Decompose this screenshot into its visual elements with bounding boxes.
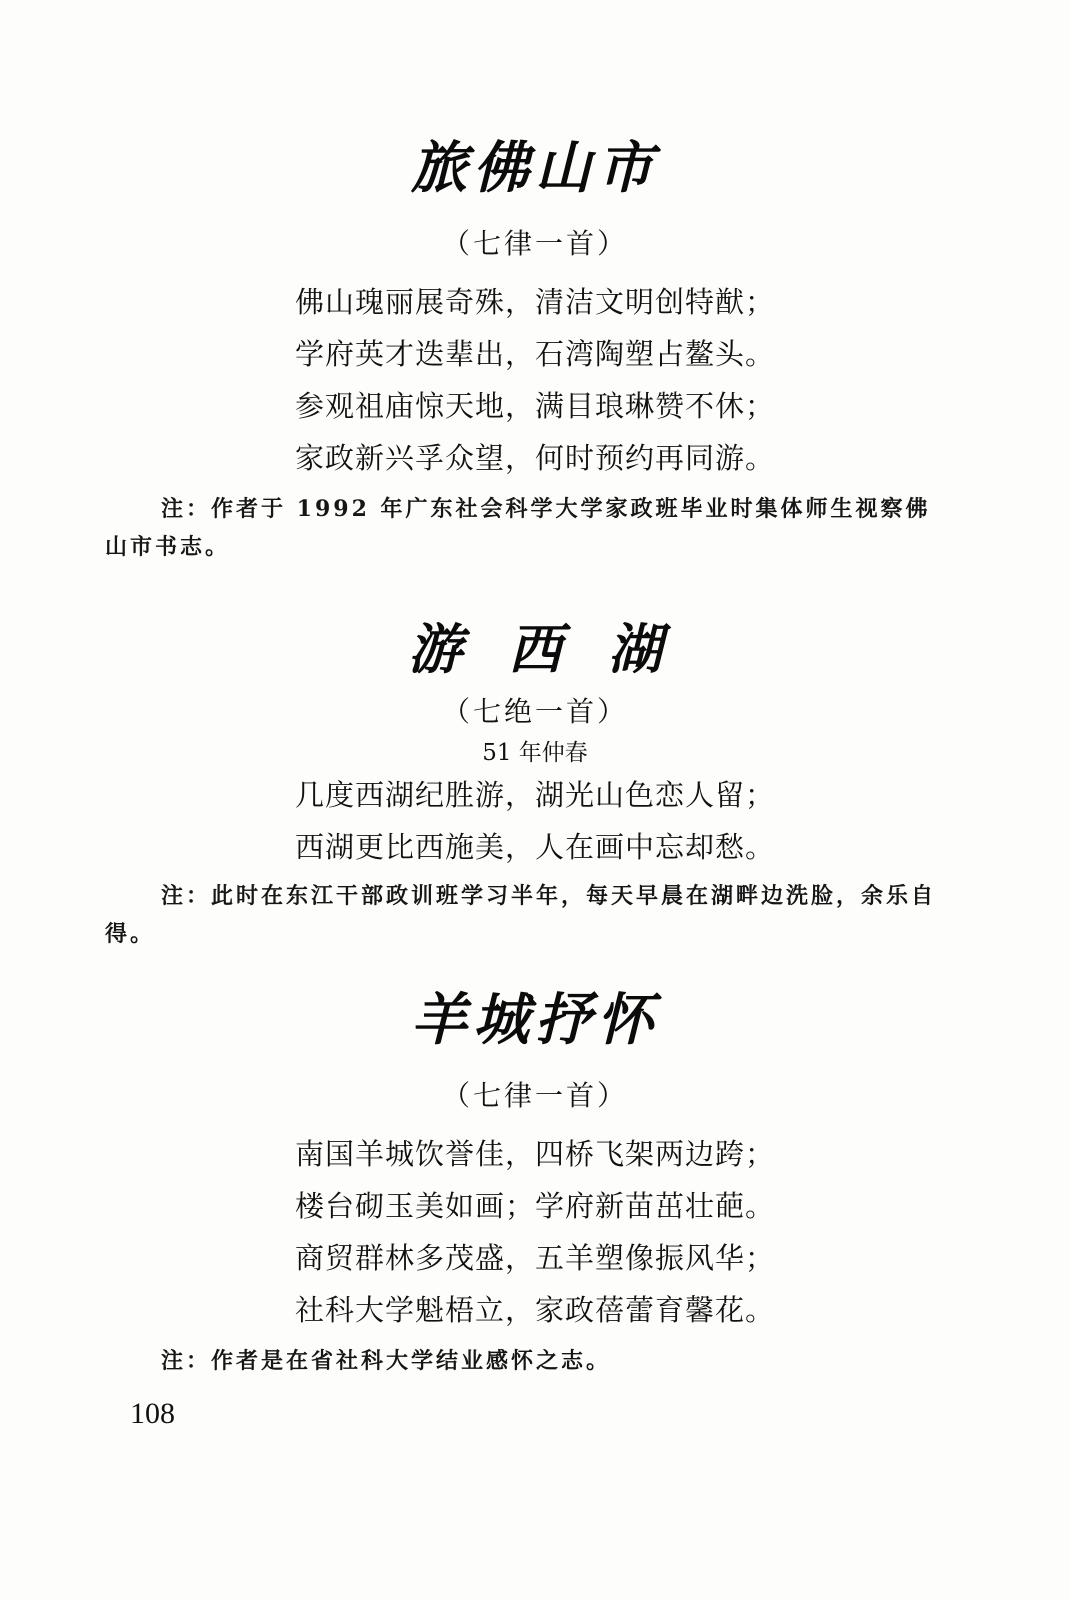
verse-line: 南国羊城饮誉佳，四桥飞架两边跨； — [294, 1137, 775, 1171]
page-number: 108 — [130, 1397, 175, 1430]
verse-line: 学府英才迭辈出，石湾陶塑占鳌头。 — [294, 337, 775, 371]
poem-title: 羊城抒怀 — [411, 987, 659, 1053]
verse-line: 佛山瑰丽展奇殊，清洁文明创特猷； — [294, 285, 775, 319]
poem-verses — [0, 769, 1070, 873]
verse-line: 参观祖庙惊天地，满目琅琳赞不休； — [294, 389, 775, 423]
poem-verses — [0, 1128, 1070, 1336]
poem-form: （七绝一首） — [441, 695, 628, 728]
poem-foshan — [0, 128, 1070, 566]
verse-line: 西湖更比西施美，人在画中忘却愁。 — [294, 830, 775, 864]
verse-line: 楼台砌玉美如画；学府新苗茁壮葩。 — [294, 1189, 775, 1223]
poem-verses — [0, 276, 1070, 484]
poem-west-lake — [0, 614, 1070, 953]
poem-title: 旅佛山市 — [411, 135, 659, 201]
verse-line: 家政新兴孚众望，何时预约再同游。 — [294, 441, 775, 475]
poem-title: 游西湖 — [408, 617, 708, 681]
verse-line: 几度西湖纪胜游，湖光山色恋人留； — [294, 778, 775, 812]
verse-line: 社科大学魁梧立，家政蓓蕾育馨花。 — [294, 1293, 775, 1327]
poem-note: 注：作者是在省社科大学结业感怀之志。 — [161, 1348, 612, 1374]
poem-note: 注：此时在东江干部政训班学习半年，每天早晨在湖畔边洗脸，余乐自得。 — [105, 883, 937, 947]
poem-note: 注：作者于 1992 年广东社会科学大学家政班毕业时集体师生视察佛山市书志。 — [105, 496, 931, 560]
poem-form: （七律一首） — [441, 1079, 628, 1112]
verse-line: 商贸群林多茂盛，五羊塑像振风华； — [294, 1241, 775, 1275]
poem-form: （七律一首） — [441, 227, 628, 260]
poem-yangcheng — [0, 980, 1070, 1380]
poem-date: 51 年仲春 — [482, 740, 588, 766]
